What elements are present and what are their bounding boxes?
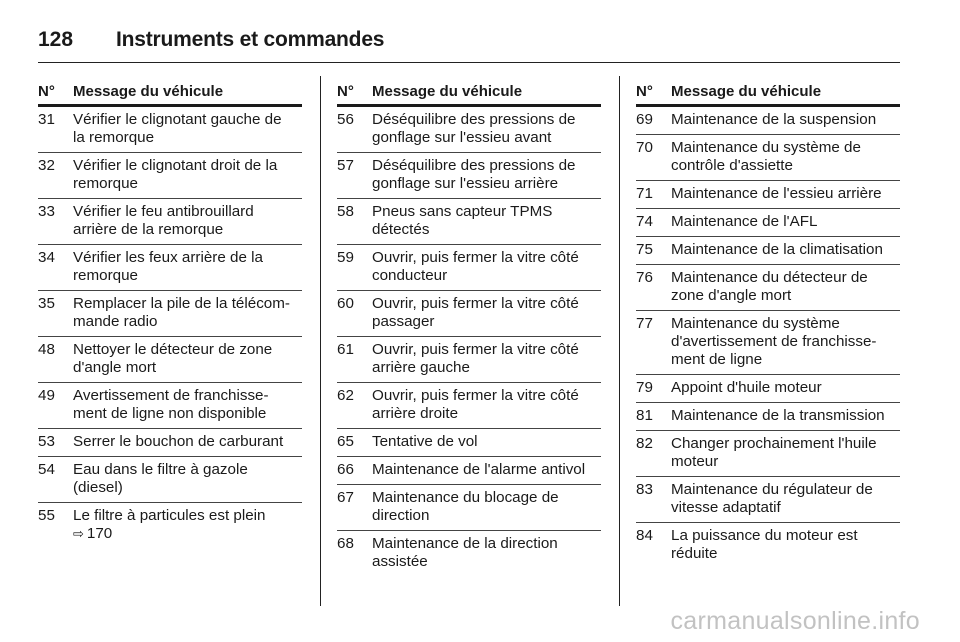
message-cell bbox=[372, 535, 601, 571]
table-header bbox=[337, 78, 601, 107]
message-cell bbox=[671, 241, 900, 259]
table-row bbox=[38, 107, 302, 153]
message-number: 70 bbox=[636, 139, 653, 156]
table-row bbox=[636, 265, 900, 311]
message-number: 84 bbox=[636, 527, 653, 544]
message-cell bbox=[671, 379, 900, 397]
message-text: Vérifier le feu antibrouillard arrière de la remorque bbox=[73, 203, 254, 238]
table-rows bbox=[636, 107, 900, 568]
message-table-column-1 bbox=[38, 78, 302, 548]
message-text: Vérifier le clignotant gauche de la remorque bbox=[73, 111, 282, 146]
table-row bbox=[337, 107, 601, 153]
table-row bbox=[636, 311, 900, 375]
message-number: 68 bbox=[337, 535, 354, 552]
table-row bbox=[337, 457, 601, 485]
message-number: 65 bbox=[337, 433, 354, 450]
message-cell bbox=[73, 111, 302, 147]
table-row bbox=[636, 375, 900, 403]
table-row bbox=[38, 429, 302, 457]
message-cell bbox=[73, 387, 302, 423]
header-number: N° bbox=[337, 82, 354, 100]
message-cell bbox=[372, 157, 601, 193]
page-number: 128 bbox=[38, 28, 74, 51]
message-text: Le filtre à particules est plein bbox=[73, 507, 266, 524]
message-number: 61 bbox=[337, 341, 354, 358]
message-text: Maintenance de la climatisation bbox=[671, 241, 883, 258]
table-row bbox=[38, 337, 302, 383]
message-text: Serrer le bouchon de carburant bbox=[73, 433, 284, 450]
message-number: 77 bbox=[636, 315, 653, 332]
message-cell bbox=[73, 157, 302, 193]
message-text: Ouvrir, puis fermer la vitre côté arrière gauche bbox=[372, 341, 579, 376]
message-number: 56 bbox=[337, 111, 354, 128]
message-number: 31 bbox=[38, 111, 55, 128]
message-cell bbox=[372, 111, 601, 147]
table-row bbox=[337, 485, 601, 531]
table-row bbox=[636, 477, 900, 523]
message-text: Maintenance du régulateur de vitesse adaptatif bbox=[671, 481, 873, 516]
table-row bbox=[337, 291, 601, 337]
message-cell bbox=[372, 203, 601, 239]
message-text: Maintenance de l'essieu arrière bbox=[671, 185, 882, 202]
table-row bbox=[636, 181, 900, 209]
message-text: Maintenance du système d'avertissement de franchisse- ment de ligne bbox=[671, 315, 877, 368]
message-cell bbox=[671, 315, 900, 369]
message-number: 32 bbox=[38, 157, 55, 174]
message-number: 74 bbox=[636, 213, 653, 230]
table-row bbox=[636, 403, 900, 431]
header-message: Message du véhicule bbox=[671, 82, 822, 100]
message-number: 81 bbox=[636, 407, 653, 424]
message-number: 34 bbox=[38, 249, 55, 266]
message-number: 48 bbox=[38, 341, 55, 358]
message-cell bbox=[73, 461, 302, 497]
message-cell bbox=[73, 433, 302, 451]
message-number: 67 bbox=[337, 489, 354, 506]
table-row bbox=[337, 153, 601, 199]
message-text: Maintenance du blocage de direction bbox=[372, 489, 559, 524]
table-row bbox=[636, 209, 900, 237]
message-cell bbox=[671, 139, 900, 175]
message-number: 83 bbox=[636, 481, 653, 498]
message-number: 33 bbox=[38, 203, 55, 220]
message-text: Changer prochainement l'huile moteur bbox=[671, 435, 877, 470]
message-cell bbox=[671, 407, 900, 425]
column-divider bbox=[619, 76, 620, 606]
message-cell bbox=[671, 527, 900, 563]
table-row bbox=[38, 383, 302, 429]
message-text: Eau dans le filtre à gazole (diesel) bbox=[73, 461, 248, 496]
message-text: Maintenance du système de contrôle d'assiette bbox=[671, 139, 861, 174]
message-text: Vérifier les feux arrière de la remorque bbox=[73, 249, 263, 284]
message-text: Maintenance de la transmission bbox=[671, 407, 885, 424]
page-title: Instruments et commandes bbox=[116, 28, 385, 51]
message-table-column-3 bbox=[636, 78, 900, 568]
message-number: 60 bbox=[337, 295, 354, 312]
header-message: Message du véhicule bbox=[73, 82, 224, 100]
table-rows bbox=[38, 107, 302, 548]
message-cell bbox=[73, 295, 302, 331]
message-cell bbox=[671, 269, 900, 305]
message-cell bbox=[372, 461, 601, 479]
message-cell bbox=[671, 185, 900, 203]
message-number: 62 bbox=[337, 387, 354, 404]
watermark: carmanualsonline.info bbox=[670, 607, 920, 635]
message-cell bbox=[73, 507, 302, 543]
table-row bbox=[38, 503, 302, 548]
table-row bbox=[636, 237, 900, 265]
message-cell bbox=[372, 295, 601, 331]
message-number: 53 bbox=[38, 433, 55, 450]
message-text: Déséquilibre des pressions de gonflage sur l'essieu arrière bbox=[372, 157, 576, 192]
table-row bbox=[337, 429, 601, 457]
message-text: Pneus sans capteur TPMS détectés bbox=[372, 203, 553, 238]
message-text: Ouvrir, puis fermer la vitre côté conducteur bbox=[372, 249, 579, 284]
message-table-column-2 bbox=[337, 78, 601, 576]
message-text: Ouvrir, puis fermer la vitre côté arrière droite bbox=[372, 387, 579, 422]
table-row bbox=[337, 245, 601, 291]
message-text: Ouvrir, puis fermer la vitre côté passager bbox=[372, 295, 579, 330]
message-text: Appoint d'huile moteur bbox=[671, 379, 822, 396]
message-text: Tentative de vol bbox=[372, 433, 478, 450]
message-number: 76 bbox=[636, 269, 653, 286]
table-rows bbox=[337, 107, 601, 576]
message-text: Avertissement de franchisse- ment de ligne non disponible bbox=[73, 387, 269, 422]
message-number: 79 bbox=[636, 379, 653, 396]
table-row bbox=[337, 383, 601, 429]
message-number: 59 bbox=[337, 249, 354, 266]
table-row bbox=[38, 457, 302, 503]
message-cell bbox=[372, 387, 601, 423]
message-cell bbox=[73, 203, 302, 239]
column-divider bbox=[320, 76, 321, 606]
table-row bbox=[337, 337, 601, 383]
message-cell bbox=[372, 489, 601, 525]
message-text: Maintenance de la suspension bbox=[671, 111, 877, 128]
page-header bbox=[38, 18, 900, 63]
message-text: Nettoyer le détecteur de zone d'angle mort bbox=[73, 341, 273, 376]
table-row bbox=[636, 135, 900, 181]
table-header bbox=[38, 78, 302, 107]
message-number: 57 bbox=[337, 157, 354, 174]
message-text: Maintenance de l'AFL bbox=[671, 213, 818, 230]
table-row bbox=[636, 523, 900, 568]
message-number: 35 bbox=[38, 295, 55, 312]
message-number: 71 bbox=[636, 185, 653, 202]
page-reference[interactable] bbox=[73, 525, 302, 543]
table-row bbox=[337, 199, 601, 245]
message-cell bbox=[372, 249, 601, 285]
message-cell bbox=[671, 435, 900, 471]
message-cell bbox=[73, 249, 302, 285]
reference-page-number: 170 bbox=[86, 525, 113, 542]
message-number: 54 bbox=[38, 461, 55, 478]
table-row bbox=[337, 531, 601, 576]
message-cell bbox=[671, 213, 900, 231]
message-text: Maintenance de la direction assistée bbox=[372, 535, 558, 570]
message-text: La puissance du moteur est réduite bbox=[671, 527, 858, 562]
reference-arrow-icon: ⇨ bbox=[73, 526, 84, 541]
table-row bbox=[38, 153, 302, 199]
message-cell bbox=[372, 433, 601, 451]
message-cell bbox=[671, 111, 900, 129]
table-row bbox=[38, 291, 302, 337]
message-number: 75 bbox=[636, 241, 653, 258]
table-row bbox=[38, 199, 302, 245]
header-number: N° bbox=[636, 82, 653, 100]
message-number: 82 bbox=[636, 435, 653, 452]
message-cell bbox=[671, 481, 900, 517]
message-cell bbox=[372, 341, 601, 377]
message-text: Vérifier le clignotant droit de la remorque bbox=[73, 157, 278, 192]
message-text: Remplacer la pile de la télécom- mande radio bbox=[73, 295, 290, 330]
message-number: 66 bbox=[337, 461, 354, 478]
message-text: Maintenance de l'alarme antivol bbox=[372, 461, 586, 478]
header-number: N° bbox=[38, 82, 55, 100]
message-cell bbox=[73, 341, 302, 377]
table-row bbox=[38, 245, 302, 291]
message-number: 69 bbox=[636, 111, 653, 128]
message-text: Déséquilibre des pressions de gonflage sur l'essieu avant bbox=[372, 111, 576, 146]
table-header bbox=[636, 78, 900, 107]
message-number: 58 bbox=[337, 203, 354, 220]
message-number: 49 bbox=[38, 387, 55, 404]
message-number: 55 bbox=[38, 507, 55, 524]
table-row bbox=[636, 431, 900, 477]
header-message: Message du véhicule bbox=[372, 82, 523, 100]
message-text: Maintenance du détecteur de zone d'angle mort bbox=[671, 269, 868, 304]
table-row bbox=[636, 107, 900, 135]
